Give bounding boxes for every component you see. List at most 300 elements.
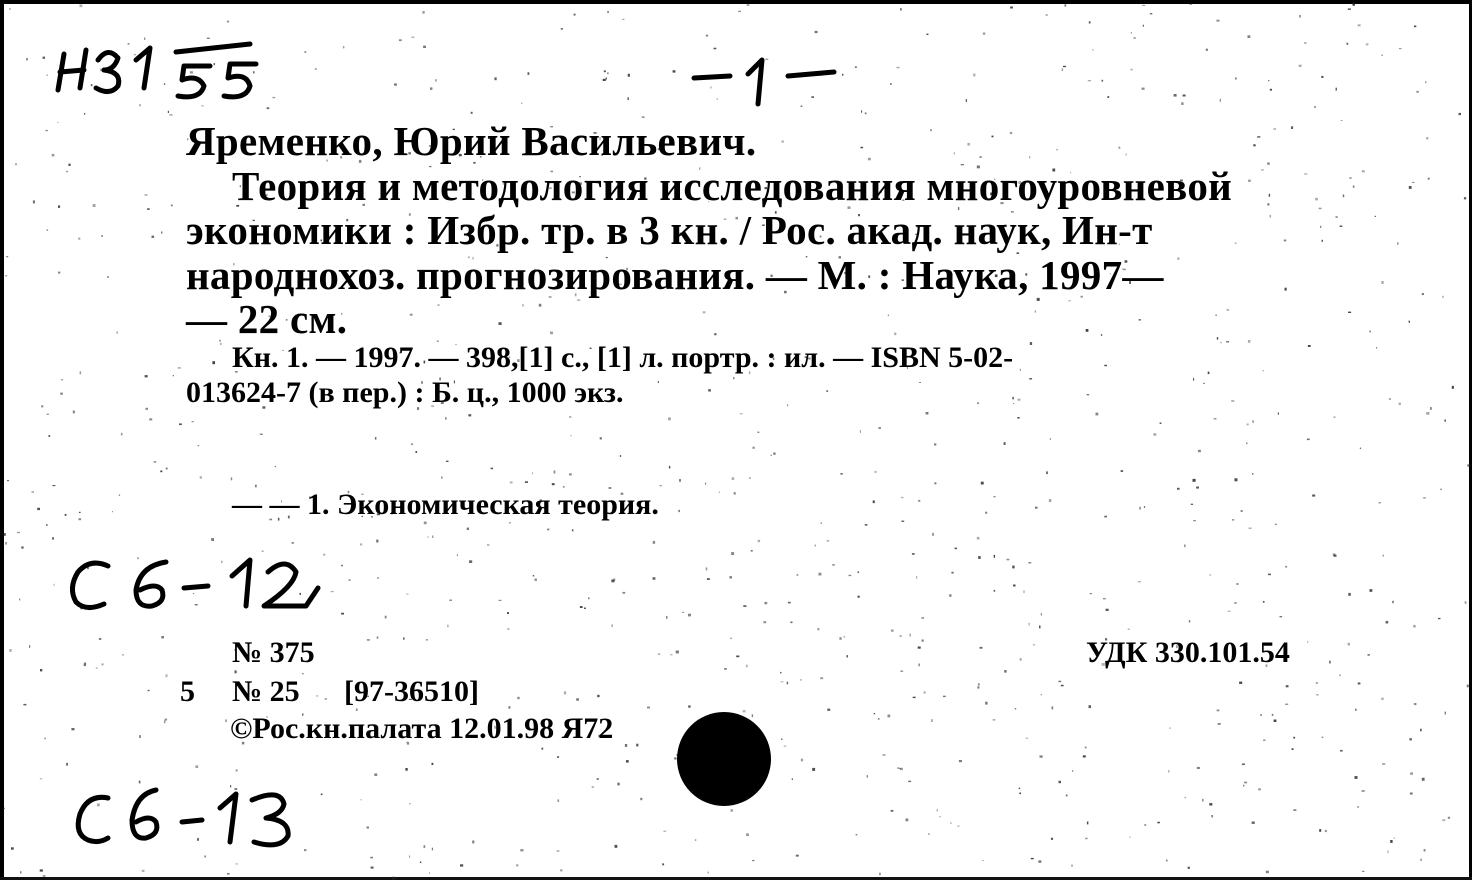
scan-speck [168, 111, 169, 113]
scan-speck [142, 870, 145, 872]
scan-speck [1370, 589, 1373, 592]
scan-speck [1166, 860, 1167, 862]
scan-speck [1355, 709, 1356, 711]
scan-speck [1397, 242, 1398, 245]
scan-speck [1249, 528, 1252, 529]
scan-speck [1174, 94, 1177, 97]
scan-speck [967, 143, 970, 146]
scan-speck [5, 275, 7, 276]
scan-speck [724, 668, 727, 670]
scan-speck [636, 744, 638, 747]
scan-speck [597, 778, 599, 780]
scan-speck [1464, 197, 1466, 199]
scan-speck [773, 453, 775, 455]
scan-speck [752, 860, 754, 861]
scan-speck [231, 477, 232, 480]
scan-speck [606, 77, 607, 79]
scan-speck [1143, 25, 1144, 27]
scan-speck [787, 682, 788, 685]
scan-speck [15, 163, 17, 165]
scan-speck [678, 510, 680, 512]
scan-speck [1308, 345, 1311, 347]
scan-speck [52, 537, 54, 540]
scan-speck [525, 481, 528, 483]
scan-speck [45, 738, 46, 740]
scan-speck [173, 375, 174, 376]
scan-speck [235, 670, 237, 673]
scan-speck [225, 719, 227, 722]
scan-speck [430, 87, 432, 90]
scan-speck [977, 686, 979, 688]
scan-speck [169, 114, 172, 115]
scan-speck [161, 232, 162, 234]
scan-speck [993, 719, 996, 720]
scan-speck [666, 616, 667, 619]
scan-speck [1220, 342, 1221, 343]
scan-speck [1459, 113, 1462, 115]
scan-speck [1292, 748, 1294, 750]
scan-speck [405, 768, 407, 771]
scan-speck [733, 377, 734, 379]
scan-speck [797, 574, 799, 575]
scan-speck [1086, 329, 1089, 332]
scan-speck [1144, 506, 1145, 508]
scan-speck [435, 79, 436, 81]
scan-speck [966, 99, 967, 102]
scan-speck [928, 833, 929, 835]
scan-speck [1322, 737, 1324, 738]
scan-speck [1347, 43, 1349, 45]
scan-speck [1358, 683, 1361, 685]
scan-speck [673, 70, 676, 72]
scan-speck [145, 194, 148, 196]
scan-speck [84, 663, 86, 666]
scan-speck [1422, 778, 1425, 781]
shelfmark-handwriting [50, 30, 290, 110]
scan-speck [367, 827, 369, 829]
scan-speck [564, 691, 566, 694]
scan-speck [597, 695, 599, 697]
scan-speck [937, 809, 938, 812]
scan-speck [46, 524, 48, 526]
scan-speck [1168, 770, 1169, 773]
scan-speck [292, 542, 294, 543]
scan-speck [788, 602, 791, 604]
scan-speck [959, 760, 962, 762]
scan-speck [1362, 871, 1364, 872]
scan-speck [623, 19, 625, 20]
scan-speck [1020, 658, 1022, 661]
scan-speck [212, 361, 215, 364]
scan-speck [660, 485, 663, 486]
scan-speck [1376, 347, 1377, 348]
scan-speck [812, 768, 815, 771]
scan-speck [1239, 682, 1242, 684]
scan-speck [410, 314, 413, 316]
scan-speck [552, 483, 555, 485]
scan-speck [906, 819, 909, 822]
scan-speck [61, 379, 63, 380]
scan-speck [780, 672, 781, 674]
scan-speck [1050, 438, 1051, 439]
scan-speck [736, 656, 739, 658]
scan-speck [554, 471, 556, 474]
scan-speck [1193, 520, 1196, 521]
scan-speck [1232, 519, 1234, 521]
scan-speck [147, 208, 149, 210]
scan-speck [1379, 502, 1381, 503]
scan-speck [897, 67, 900, 69]
scan-speck [1220, 99, 1221, 102]
scan-speck [1107, 96, 1109, 98]
scan-speck [746, 665, 748, 668]
scan-speck [1248, 340, 1251, 343]
scan-speck [1128, 629, 1130, 630]
scan-speck [1263, 601, 1265, 603]
scan-speck [790, 622, 792, 624]
scan-speck [211, 538, 214, 541]
scan-speck [1059, 781, 1062, 783]
scan-speck [858, 571, 859, 573]
scan-speck [1353, 186, 1355, 188]
scan-speck [1188, 867, 1190, 869]
scan-speck [1352, 3, 1355, 6]
scan-speck [1068, 300, 1071, 301]
scan-speck [164, 720, 165, 723]
scan-speck [349, 580, 351, 581]
scan-speck [1177, 258, 1179, 260]
scan-speck [703, 311, 706, 313]
scan-speck [1414, 26, 1416, 28]
scan-speck [557, 851, 560, 852]
scan-speck [1261, 169, 1264, 170]
issue-digit: 5 [180, 675, 195, 708]
scan-speck [924, 691, 926, 693]
scan-speck [740, 413, 743, 414]
scan-speck [1366, 43, 1369, 45]
scan-speck [1381, 698, 1383, 700]
scan-speck [468, 414, 471, 416]
scan-speck [1103, 598, 1106, 599]
scan-speck [522, 304, 523, 306]
scan-speck [653, 577, 656, 580]
scan-speck [1452, 386, 1454, 389]
scan-speck [980, 647, 983, 649]
scan-speck [1241, 510, 1243, 511]
scan-speck [20, 871, 22, 873]
scan-speck [3, 533, 5, 536]
scan-speck [1033, 644, 1035, 645]
scan-speck [1268, 80, 1269, 81]
scan-speck [507, 612, 509, 614]
scan-speck [1121, 470, 1124, 472]
issue-code: [97-36510] [344, 675, 479, 708]
scan-speck [879, 873, 881, 876]
scan-speck [1144, 824, 1146, 826]
scan-speck [757, 432, 759, 433]
scan-speck [1422, 293, 1424, 295]
scan-speck [738, 11, 741, 12]
title-line-1: Теория и методология исследования многоуровневой [232, 163, 1233, 209]
scan-speck [817, 628, 819, 630]
scan-speck [325, 698, 327, 700]
scan-speck [653, 541, 655, 544]
scan-speck [1089, 705, 1092, 708]
scan-speck [1414, 703, 1417, 705]
volume-line-2: 013624-7 (в пер.) : Б. ц., 1000 экз. [186, 376, 624, 409]
scan-speck [926, 412, 929, 415]
scan-speck [919, 382, 920, 383]
scan-speck [951, 572, 953, 574]
scan-speck [781, 739, 783, 741]
scan-speck [1133, 38, 1135, 39]
scan-speck [1142, 88, 1145, 90]
scan-speck [1340, 226, 1343, 228]
scan-speck [916, 576, 917, 579]
scan-speck [1258, 788, 1261, 790]
scan-speck [1467, 464, 1470, 466]
scan-speck [570, 435, 571, 436]
scan-speck [1217, 337, 1218, 339]
scan-speck [161, 636, 164, 638]
scan-speck [1092, 49, 1093, 51]
scan-speck [855, 66, 857, 68]
scan-speck [1341, 120, 1343, 121]
scan-speck [1267, 162, 1270, 164]
scan-speck [1355, 776, 1358, 779]
scan-speck [1375, 216, 1376, 217]
scan-speck [900, 768, 903, 770]
scan-speck [1348, 312, 1351, 313]
scan-speck [1410, 772, 1413, 775]
scan-speck [178, 367, 181, 369]
scan-speck [1216, 20, 1219, 22]
scan-speck [411, 443, 413, 445]
scan-speck [1369, 331, 1371, 333]
scan-speck [1139, 507, 1141, 510]
scan-speck [1029, 156, 1030, 158]
scan-speck [1206, 49, 1208, 51]
scan-speck [847, 655, 848, 657]
scan-speck [275, 466, 276, 467]
scan-speck [1019, 788, 1020, 789]
scan-speck [192, 421, 194, 422]
scan-speck [801, 759, 803, 762]
scan-speck [119, 495, 120, 496]
scan-speck [1399, 48, 1402, 49]
scan-speck [6, 256, 8, 257]
scan-speck [1270, 215, 1271, 218]
scan-speck [827, 709, 830, 711]
scan-speck [931, 719, 932, 722]
scan-speck [1181, 102, 1183, 105]
scan-speck [96, 667, 98, 668]
scan-speck [1177, 488, 1180, 490]
scan-speck [1203, 383, 1205, 384]
scan-speck [860, 430, 861, 433]
scan-speck [547, 529, 549, 531]
scan-speck [1012, 566, 1014, 569]
scan-speck [921, 617, 924, 618]
scan-speck [1428, 178, 1430, 180]
scan-speck [1340, 750, 1343, 752]
scan-speck [1307, 439, 1310, 441]
scan-speck [509, 522, 510, 523]
scan-speck [875, 471, 877, 473]
scan-speck [1426, 137, 1428, 139]
scan-speck [1214, 418, 1217, 419]
scan-speck [1248, 180, 1251, 182]
scan-speck [392, 877, 395, 880]
scan-speck [71, 728, 74, 730]
scan-speck [494, 77, 496, 80]
scan-speck [471, 112, 473, 114]
scan-speck [1189, 620, 1191, 622]
scan-speck [316, 695, 318, 696]
scan-speck [66, 763, 68, 766]
scan-speck [1263, 370, 1264, 371]
scan-speck [516, 864, 518, 866]
scan-speck [1020, 369, 1021, 371]
scan-speck [1087, 822, 1089, 825]
scan-speck [198, 445, 200, 446]
scan-speck [1343, 195, 1344, 198]
scan-speck [302, 673, 303, 674]
scan-speck [84, 113, 85, 115]
scan-speck [139, 735, 141, 738]
scan-speck [152, 236, 155, 238]
scan-speck [950, 822, 951, 824]
scan-speck [707, 578, 710, 580]
scan-speck [949, 594, 951, 597]
scan-speck [888, 314, 889, 316]
scan-speck [1150, 13, 1153, 14]
scan-speck [867, 775, 868, 778]
scan-speck [560, 869, 562, 871]
scan-speck [994, 555, 995, 558]
scan-speck [625, 744, 627, 747]
scan-speck [918, 500, 920, 502]
scan-speck [640, 798, 642, 800]
scan-speck [1389, 398, 1391, 400]
scan-speck [1061, 685, 1064, 687]
scan-speck [1348, 643, 1350, 646]
scan-speck [827, 540, 829, 542]
scan-speck [1244, 782, 1247, 784]
scan-speck [1013, 403, 1014, 404]
scan-speck [1197, 767, 1200, 769]
scan-speck [37, 508, 40, 510]
scan-speck [1104, 516, 1107, 518]
scan-speck [922, 640, 924, 642]
scan-speck [1193, 378, 1194, 381]
scan-speck [1236, 583, 1238, 585]
scan-speck [73, 411, 75, 414]
scan-speck [1041, 694, 1042, 695]
scan-speck [826, 390, 828, 392]
scan-speck [1445, 712, 1446, 715]
scan-speck [588, 597, 590, 599]
scan-speck [1085, 838, 1088, 839]
scan-speck [865, 524, 868, 526]
scan-speck [623, 592, 626, 594]
scan-speck [1285, 288, 1287, 291]
scan-speck [47, 414, 49, 415]
scan-speck [1392, 601, 1394, 603]
scan-speck [432, 536, 433, 539]
scan-speck [1209, 574, 1211, 575]
scan-speck [412, 37, 415, 38]
scan-speck [1004, 442, 1006, 445]
scan-speck [1126, 154, 1127, 156]
scan-speck [913, 697, 916, 698]
scan-speck [93, 204, 96, 207]
scan-speck [758, 540, 761, 542]
scan-speck [409, 856, 410, 858]
scan-speck [1467, 685, 1469, 688]
scan-speck [1253, 144, 1255, 146]
scan-speck [467, 528, 469, 530]
scan-speck [1035, 507, 1038, 509]
scan-speck [375, 437, 377, 440]
scan-speck [1051, 838, 1053, 840]
scan-speck [1285, 566, 1287, 568]
book-chamber-line: ©Рос.кн.палата 12.01.98 Я72 [230, 712, 614, 745]
scan-speck [377, 637, 379, 639]
issue-number: № 25 [232, 675, 300, 708]
scan-speck [934, 482, 936, 484]
scan-speck [385, 616, 387, 619]
scan-speck [912, 553, 915, 555]
scan-speck [166, 468, 168, 470]
scan-speck [1286, 685, 1289, 687]
scan-speck [800, 679, 801, 680]
scan-speck [900, 8, 902, 11]
scan-speck [658, 653, 660, 655]
scan-speck [160, 471, 162, 473]
scan-speck [1316, 694, 1318, 696]
scan-speck [1056, 149, 1058, 150]
scan-speck [1260, 714, 1262, 716]
scan-speck [1031, 858, 1034, 859]
scan-speck [1336, 217, 1338, 218]
scan-speck [438, 304, 440, 306]
scan-speck [781, 681, 784, 682]
scan-speck [112, 511, 113, 512]
card-number-handwriting [688, 48, 848, 112]
scan-speck [79, 518, 82, 520]
scan-speck [45, 130, 47, 131]
scan-speck [341, 565, 343, 567]
scan-speck [1007, 559, 1010, 561]
scan-speck [1413, 625, 1415, 628]
scan-speck [1348, 8, 1351, 10]
scan-speck [520, 849, 523, 852]
scan-speck [662, 863, 664, 865]
scan-speck [17, 532, 20, 533]
scan-speck [5, 542, 7, 545]
scan-speck [1129, 837, 1130, 838]
scan-speck [1089, 21, 1091, 23]
scan-speck [878, 718, 880, 719]
scan-speck [423, 46, 426, 48]
scan-speck [1040, 755, 1043, 757]
scan-speck [891, 810, 894, 812]
scan-speck [688, 614, 691, 617]
scan-speck [558, 799, 560, 802]
scan-speck [580, 606, 583, 608]
scan-speck [919, 664, 920, 667]
